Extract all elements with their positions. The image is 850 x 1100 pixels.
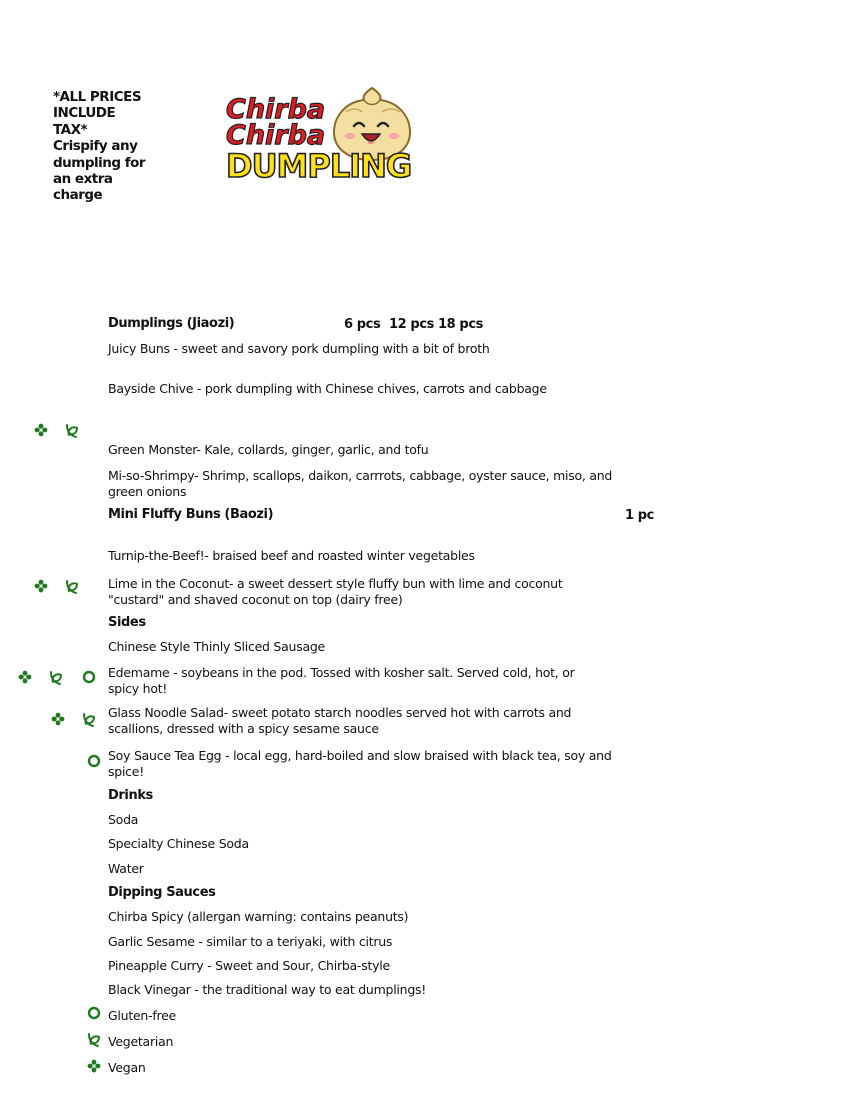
gluten-free-icon [86, 753, 102, 769]
menu-item-tea-egg [108, 748, 612, 779]
menu-item-lime-in-the-coconut [108, 576, 563, 607]
item-line: spice! [108, 763, 144, 779]
vegetarian-icon [64, 423, 80, 439]
menu-item-bayside-chive: Bayside Chive - pork dumpling with Chinese chives, carrots and cabbage [108, 381, 547, 396]
item-line: Lime in the Coconut- a sweet dessert style fluffy bun with lime and coconut [108, 576, 563, 591]
logo-line-1: Chirba [226, 94, 326, 125]
note-line: TAX* [53, 121, 88, 138]
menu-item-pineapple-curry: Pineapple Curry - Sweet and Sour, Chirba-style [108, 958, 390, 973]
price-column-1pc: 1 pc [625, 508, 654, 523]
legend-gluten-free: Gluten-free [108, 1008, 177, 1023]
note-line: dumpling for [53, 154, 146, 171]
item-line: Mi-so-Shrimpy- Shrimp, scallops, daikon, carrrots, cabbage, oyster sauce, miso, and [108, 468, 613, 483]
gluten-free-icon [81, 669, 97, 685]
legend-vegan: Vegan [108, 1060, 146, 1075]
price-column-18pcs: 18 pcs [438, 317, 483, 332]
item-line: Soy Sauce Tea Egg - local egg, hard-boiled and slow braised with black tea, soy and [108, 748, 612, 763]
gluten-free-icon [86, 1005, 102, 1021]
note-line: charge [53, 187, 103, 204]
menu-item-specialty-soda: Specialty Chinese Soda [108, 836, 249, 851]
vegetarian-icon [86, 1032, 102, 1048]
section-title-dumplings: Dumplings (Jiaozi) [108, 316, 235, 331]
menu-item-green-monster: Green Monster- Kale, collards, ginger, garlic, and tofu [108, 442, 429, 457]
note-line: *ALL PRICES [53, 89, 142, 105]
section-title-sides: Sides [108, 615, 146, 630]
item-line: spicy hot! [108, 680, 168, 696]
section-title-baozi: Mini Fluffy Buns (Baozi) [108, 507, 274, 522]
logo-line-2: Chirba [226, 120, 326, 151]
item-line: "custard" and shaved coconut on top (dairy free) [108, 591, 403, 607]
note-line: an extra [53, 171, 113, 188]
menu-item-black-vinegar: Black Vinegar - the traditional way to eat dumplings! [108, 982, 427, 997]
note-line: INCLUDE [53, 105, 116, 122]
menu-item-mi-so-shrimpy [108, 468, 612, 499]
vegetarian-icon [64, 579, 80, 595]
vegan-icon [33, 578, 49, 594]
chirba-chirba-dumpling-logo [222, 82, 417, 182]
price-note [53, 89, 163, 204]
menu-item-soda: Soda [108, 812, 139, 827]
vegan-icon [86, 1058, 102, 1074]
vegetarian-icon [48, 670, 64, 686]
menu-item-edemame [108, 665, 575, 696]
logo-line-3: DUMPLING [226, 147, 412, 182]
price-column-12pcs: 12 pcs [389, 317, 434, 332]
menu-item-sausage: Chinese Style Thinly Sliced Sausage [108, 639, 325, 654]
note-line: Crispify any [53, 138, 138, 155]
vegan-icon [33, 422, 49, 438]
vegan-icon [17, 669, 33, 685]
item-line: green onions [108, 483, 187, 499]
section-title-drinks: Drinks [108, 788, 153, 803]
vegetarian-icon [81, 712, 97, 728]
menu-item-water: Water [108, 861, 144, 876]
item-line: scallions, dressed with a spicy sesame sauce [108, 720, 379, 736]
menu-item-glass-noodle-salad [108, 705, 571, 736]
menu-item-juicy-buns: Juicy Buns - sweet and savory pork dumpling with a bit of broth [108, 341, 490, 356]
menu-item-garlic-sesame: Garlic Sesame - similar to a teriyaki, with citrus [108, 934, 393, 949]
legend-vegetarian: Vegetarian [108, 1034, 174, 1049]
price-column-6pcs: 6 pcs [344, 317, 381, 332]
menu-item-turnip-the-beef: Turnip-the-Beef!- braised beef and roasted winter vegetables [108, 548, 475, 563]
menu-item-chirba-spicy: Chirba Spicy (allergan warning: contains peanuts) [108, 909, 409, 924]
item-line: Edemame - soybeans in the pod. Tossed with kosher salt. Served cold, hot, or [108, 665, 575, 680]
vegan-icon [50, 711, 66, 727]
item-line: Glass Noodle Salad- sweet potato starch noodles served hot with carrots and [108, 705, 572, 720]
section-title-dipping-sauces: Dipping Sauces [108, 885, 216, 900]
